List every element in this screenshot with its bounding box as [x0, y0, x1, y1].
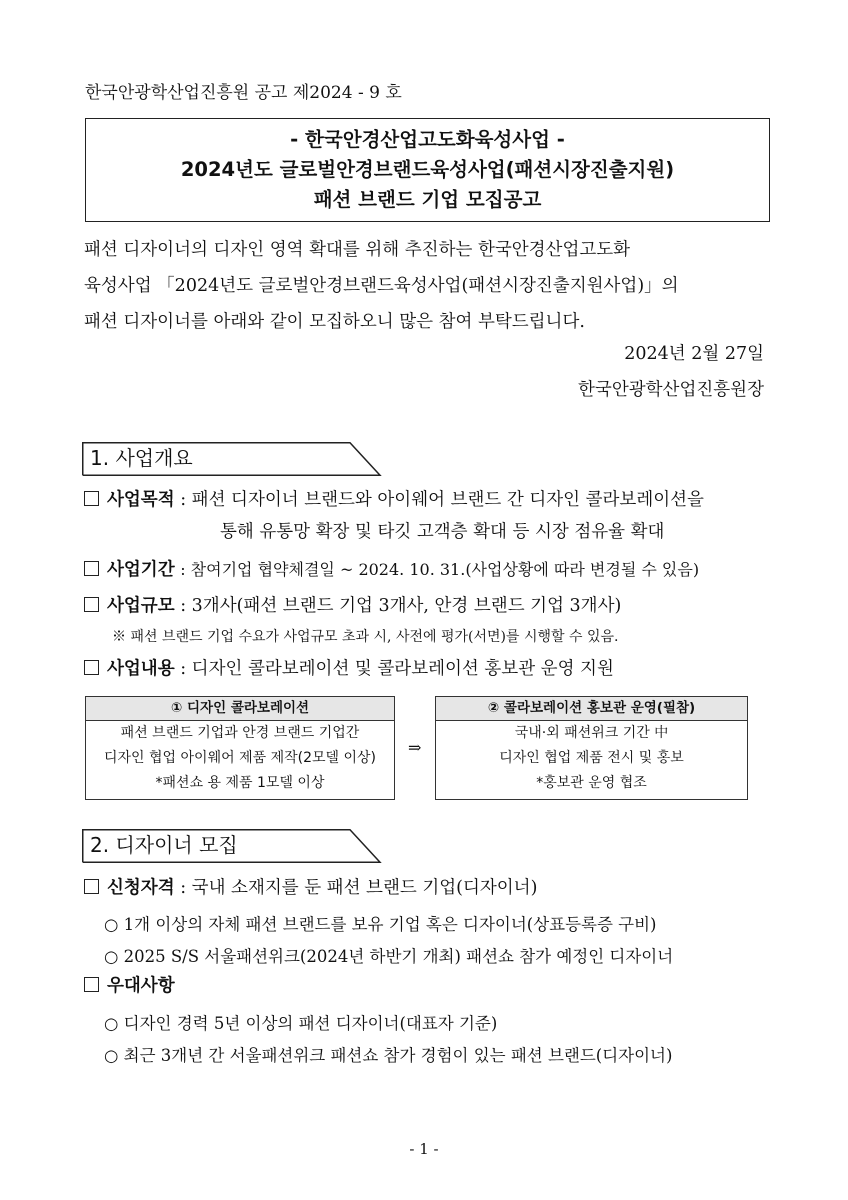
- section-1-title: 1. 사업개요: [90, 446, 193, 470]
- collab-box: [85, 696, 395, 800]
- intro-line-3: 패션 디자이너를 아래와 같이 모집하오니 많은 참여 부탁드립니다.: [84, 312, 585, 332]
- checkbox-icon: [84, 491, 99, 506]
- title-line-3: 패션 브랜드 기업 모집공고: [313, 188, 542, 211]
- collab-box-line-2: 디자인 협업 아이웨어 제품 제작(2모델 이상): [104, 750, 376, 766]
- section-2-heading: [82, 829, 382, 863]
- scale-note: ※ 패션 브랜드 기업 수요가 사업규모 초과 시, 사전에 평가(서면)를 시행할 수 있음.: [112, 629, 619, 645]
- collab-box-line-3: *패션쇼 용 제품 1모델 이상: [155, 775, 325, 791]
- qualification-value: : 국내 소재지를 둔 패션 브랜드 기업(디자이너): [180, 878, 538, 898]
- page-number: - 1 -: [409, 1140, 439, 1158]
- showroom-box-line-2: 디자인 협업 제품 전시 및 홍보: [499, 750, 684, 766]
- period-key: 사업기간: [107, 560, 175, 580]
- intro-paragraph: [84, 232, 774, 340]
- content-key: 사업내용: [107, 659, 175, 679]
- section-2-title: 2. 디자이너 모집: [90, 833, 238, 857]
- section-1-heading: [82, 442, 382, 476]
- purpose-row: [84, 488, 704, 512]
- purpose-value-cont: 통해 유통망 확장 및 타깃 고객층 확대 등 시장 점유율 확대: [220, 522, 665, 542]
- purpose-key: 사업목적: [107, 490, 175, 510]
- checkbox-icon: [84, 660, 99, 675]
- title-line-1: - 한국안경산업고도화육성사업 -: [290, 128, 565, 151]
- arrow-icon: ⇒: [408, 738, 422, 757]
- intro-line-2: 육성사업 「2024년도 글로벌안경브랜드육성사업(패션시장진출지원사업)」의: [84, 276, 679, 296]
- content-row: [84, 657, 614, 681]
- scale-row: [84, 594, 621, 618]
- intro-line-1: 패션 디자이너의 디자인 영역 확대를 위해 추진하는 한국안경산업고도화: [84, 240, 631, 260]
- notice-number: 한국안광학산업진흥원 공고 제2024 - 9 호: [85, 83, 402, 103]
- showroom-box: [435, 696, 748, 800]
- preference-row: [84, 974, 175, 998]
- period-row: [84, 558, 699, 582]
- qualification-item-1: ○ 1개 이상의 자체 패션 브랜드를 보유 기업 혹은 디자이너(상표등록증 구비): [104, 915, 657, 934]
- checkbox-icon: [84, 977, 99, 992]
- collab-box-line-1: 패션 브랜드 기업과 안경 브랜드 기업간: [120, 725, 360, 741]
- notice-date: 2024년 2월 27일: [624, 344, 764, 364]
- purpose-value: : 패션 디자이너 브랜드와 아이웨어 브랜드 간 디자인 콜라보레이션을: [180, 490, 704, 510]
- collab-box-title: ① 디자인 콜라보레이션: [86, 697, 394, 721]
- title-box: [85, 118, 770, 222]
- showroom-box-line-3: *홍보관 운영 협조: [536, 775, 647, 791]
- title-line-2: 2024년도 글로벌안경브랜드육성사업(패션시장진출지원): [180, 158, 675, 181]
- checkbox-icon: [84, 561, 99, 576]
- qualification-item-2: ○ 2025 S/S 서울패션위크(2024년 하반기 개최) 패션쇼 참가 예정인 디자이너: [104, 947, 674, 966]
- preference-key: 우대사항: [107, 976, 175, 996]
- qualification-row: [84, 876, 537, 900]
- showroom-box-line-1: 국내·외 패션위크 기간 中: [514, 725, 669, 741]
- scale-key: 사업규모: [107, 596, 175, 616]
- content-value: : 디자인 콜라보레이션 및 콜라보레이션 홍보관 운영 지원: [180, 659, 614, 679]
- preference-item-1: ○ 디자인 경력 5년 이상의 패션 디자이너(대표자 기준): [104, 1014, 498, 1033]
- checkbox-icon: [84, 879, 99, 894]
- scale-value: : 3개사(패션 브랜드 기업 3개사, 안경 브랜드 기업 3개사): [180, 596, 622, 616]
- issuer-name: 한국안광학산업진흥원장: [578, 380, 764, 400]
- qualification-key: 신청자격: [107, 878, 175, 898]
- showroom-box-title: ② 콜라보레이션 홍보관 운영(필참): [436, 697, 747, 721]
- checkbox-icon: [84, 597, 99, 612]
- period-value: : 참여기업 협약체결일 ~ 2024. 10. 31.(사업상황에 따라 변경될 수 있음): [180, 560, 700, 579]
- preference-item-2: ○ 최근 3개년 간 서울패션위크 패션쇼 참가 경험이 있는 패션 브랜드(디자이너): [104, 1046, 673, 1065]
